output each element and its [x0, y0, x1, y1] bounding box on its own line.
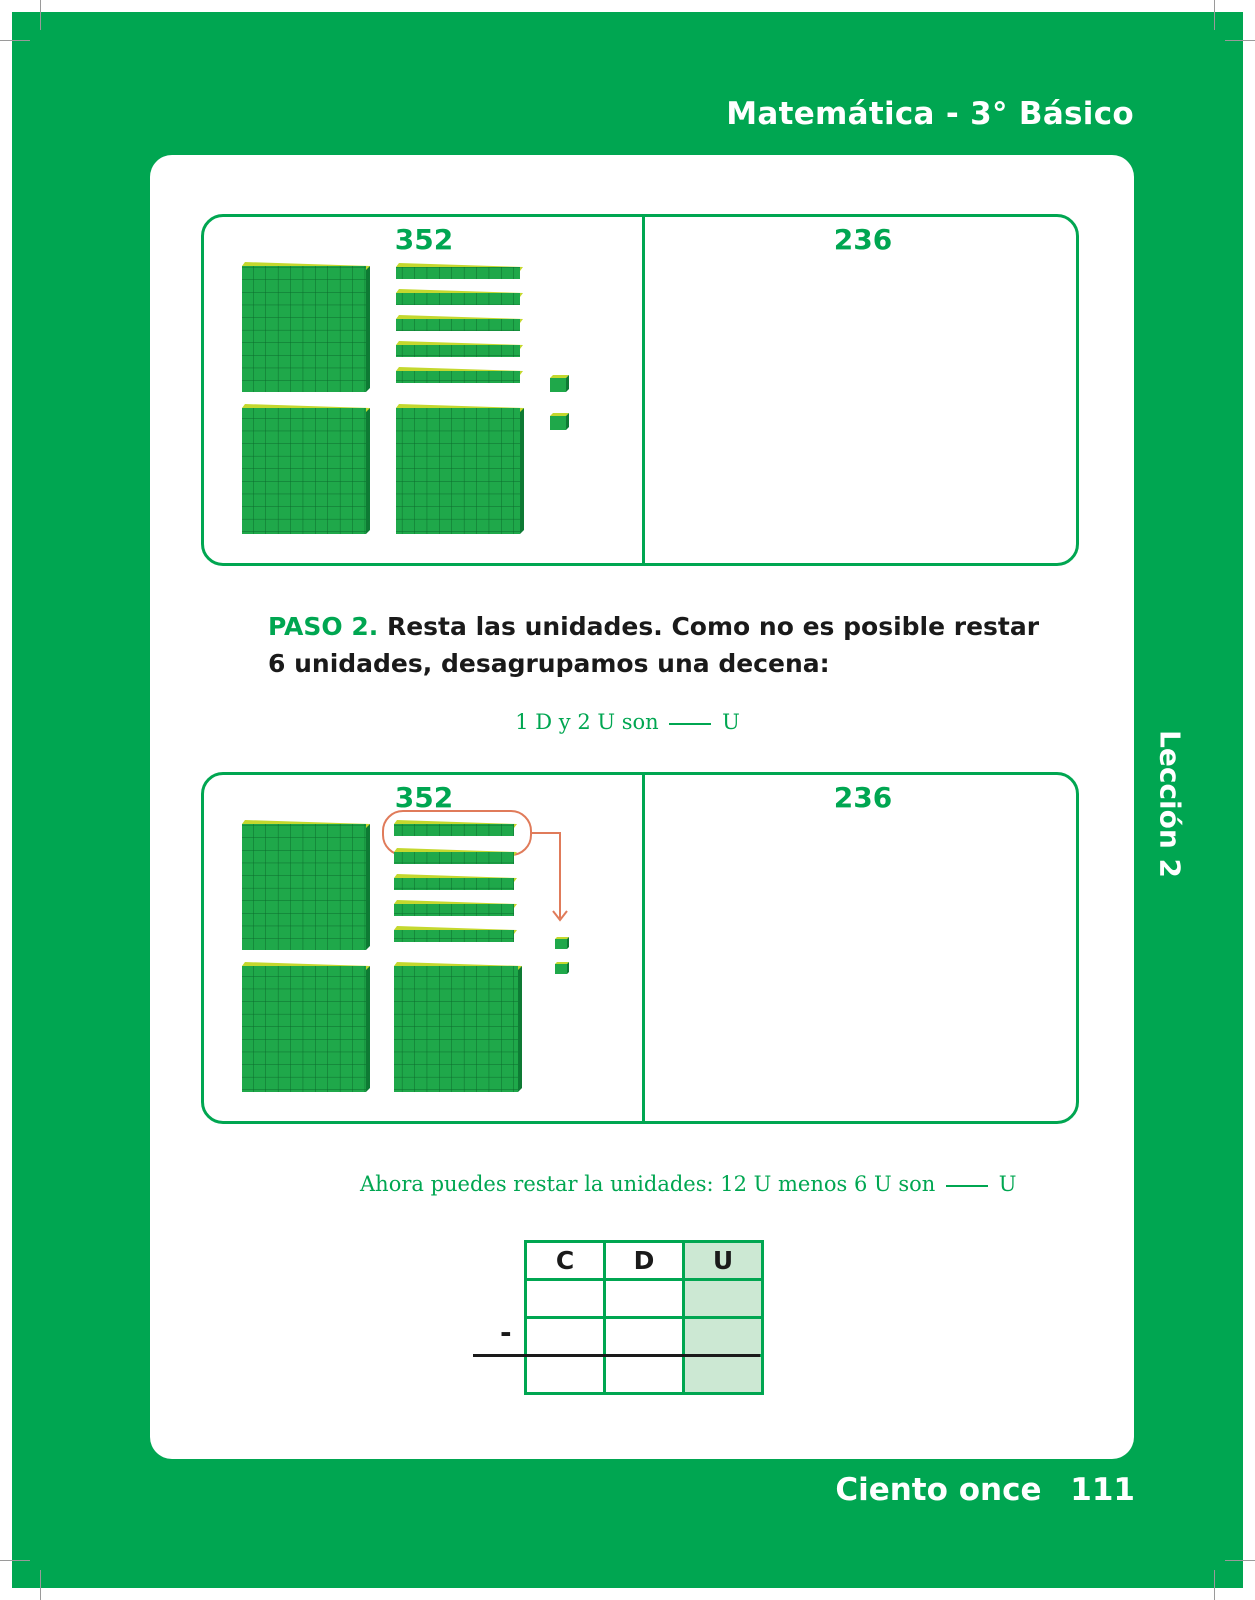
subtract-hint-unit: U	[998, 1172, 1017, 1196]
place-value-table	[524, 1240, 764, 1395]
crop-mark	[40, 0, 41, 30]
base-ten-box-top	[201, 214, 1079, 566]
unit-cube	[555, 937, 569, 949]
subtract-hint-text: Ahora puedes restar la unidades: 12 U menos 6 U son	[360, 1172, 936, 1196]
base-ten-box-bottom	[201, 772, 1079, 1124]
answer-blank[interactable]	[946, 1185, 988, 1187]
page-header-title: Matemática - 3° Básico	[726, 96, 1134, 132]
ten-rod	[396, 315, 523, 331]
unit-cube	[555, 962, 569, 974]
lesson-side-label	[1150, 724, 1190, 884]
regroup-hint	[0, 710, 1255, 734]
crop-mark	[0, 40, 30, 41]
minuend-number: 352	[394, 781, 454, 814]
crop-mark	[1225, 40, 1255, 41]
subtrahend-number: 236	[833, 223, 893, 256]
crop-mark	[40, 1570, 41, 1600]
ten-rod	[394, 848, 517, 864]
hundred-flat	[242, 820, 370, 950]
hundred-flat	[396, 404, 524, 534]
minus-sign: -	[500, 1316, 512, 1349]
unit-cube	[550, 413, 569, 430]
subtrahend-number: 236	[833, 781, 893, 814]
subtract-hint	[360, 1172, 1016, 1196]
table-cell[interactable]	[684, 1280, 763, 1318]
table-row	[526, 1356, 763, 1394]
table-cell[interactable]	[526, 1280, 605, 1318]
table-cell[interactable]	[526, 1318, 605, 1356]
regroup-arrow	[531, 833, 560, 918]
hundred-flat	[242, 962, 370, 1092]
regroup-hint-text: 1 D y 2 U son	[515, 710, 659, 734]
base-ten-blocks-top	[204, 217, 642, 563]
hundred-flat	[242, 404, 370, 534]
page-number-words: Ciento once	[835, 1472, 1042, 1508]
step-label: PASO 2.	[268, 612, 379, 641]
box-divider	[642, 217, 645, 563]
table-cell[interactable]	[605, 1356, 684, 1394]
ten-rod	[394, 820, 517, 836]
regroup-hint-unit: U	[722, 710, 740, 734]
table-header-row	[526, 1242, 763, 1280]
crop-mark	[1225, 1560, 1255, 1561]
result-line	[473, 1354, 760, 1357]
step-body: Resta las unidades. Como no es posible restar 6 unidades, desagrupamos una decena:	[268, 612, 1040, 678]
crop-mark	[1214, 0, 1215, 30]
column-header-units: U	[684, 1242, 763, 1280]
hundred-flat	[242, 262, 370, 392]
table-row	[526, 1318, 763, 1356]
ten-rod	[396, 263, 523, 279]
crop-mark	[0, 1560, 30, 1561]
lesson-label-text: Lección 2	[1153, 729, 1187, 879]
ten-rod	[396, 341, 523, 357]
ten-rod	[394, 874, 517, 890]
step-instruction	[268, 608, 1048, 682]
table-cell[interactable]	[684, 1356, 763, 1394]
table-row	[526, 1280, 763, 1318]
column-header-tens: D	[605, 1242, 684, 1280]
page-footer	[835, 1472, 1135, 1508]
ten-rod	[394, 926, 517, 942]
ten-rod	[396, 367, 523, 383]
ten-rod	[394, 900, 517, 916]
answer-blank[interactable]	[669, 723, 711, 725]
base-ten-blocks-bottom	[204, 775, 642, 1121]
minuend-number: 352	[394, 223, 454, 256]
ten-rod	[396, 289, 523, 305]
column-header-hundreds: C	[526, 1242, 605, 1280]
table-cell[interactable]	[684, 1318, 763, 1356]
table-cell[interactable]	[605, 1280, 684, 1318]
page-number: 111	[1070, 1472, 1135, 1508]
table-cell[interactable]	[526, 1356, 605, 1394]
crop-mark	[1214, 1570, 1215, 1600]
hundred-flat	[394, 962, 522, 1092]
box-divider	[642, 775, 645, 1121]
unit-cube	[550, 375, 569, 392]
table-cell[interactable]	[605, 1318, 684, 1356]
